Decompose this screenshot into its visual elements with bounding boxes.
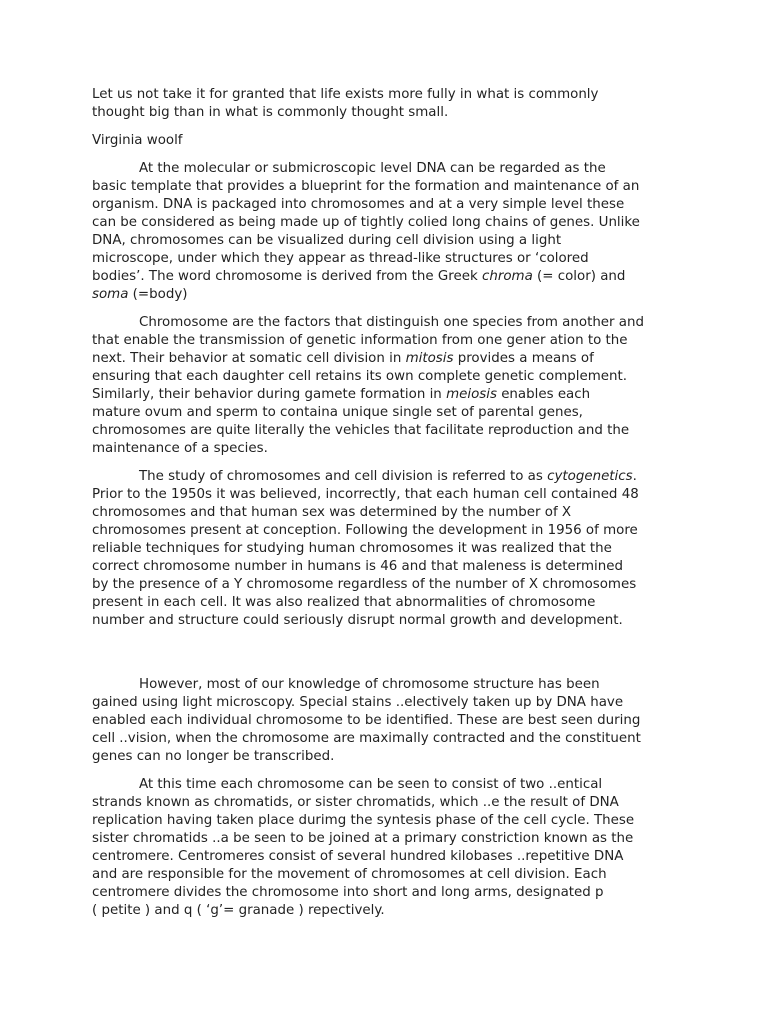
text-line: gained using light microscopy. Special stains ..electively taken up by DNA have — [92, 695, 624, 710]
quote-author: Virginia woolf — [92, 133, 183, 148]
text-line: However, most of our knowledge of chromosome structure has been — [139, 677, 600, 692]
text-line: strands known as chromatids, or sister chromatids, which ..e the result of DNA — [92, 795, 619, 810]
term-mitosis: mitosis — [405, 351, 454, 366]
text-line: At this time each chromosome can be seen to consist of two ..entical — [139, 777, 603, 792]
text-line: enabled each individual chromosome to be identified. These are best seen during — [92, 713, 641, 728]
text-line: correct chromosome number in humans is 46 and that maleness is determined — [92, 559, 623, 574]
text-line: organism. DNA is packaged into chromosomes and at a very simple level these — [92, 197, 625, 212]
text-line: The study of chromosomes and cell division is referred to as cytogenetics. — [139, 469, 637, 484]
term-meiosis: meiosis — [446, 387, 497, 402]
document-page — [92, 86, 692, 920]
paragraph-1 — [92, 160, 692, 304]
text-line: soma (=body) — [92, 287, 188, 302]
text-line: mature ovum and sperm to containa unique single set of parental genes, — [92, 405, 583, 420]
term-chroma: chroma — [482, 269, 533, 284]
term-soma: soma — [92, 287, 129, 302]
text-line: sister chromatids ..a be seen to be joined at a primary constriction known as the — [92, 831, 634, 846]
text-line: next. Their behavior at somatic cell division in mitosis provides a means of — [92, 351, 594, 366]
text-line: microscope, under which they appear as thread-like structures or ‘colored — [92, 251, 589, 266]
text-line: centromere divides the chromosome into short and long arms, designated p — [92, 885, 604, 900]
text-line: ( petite ) and q ( ‘g’= granade ) repectively. — [92, 903, 385, 918]
paragraph-4 — [92, 676, 692, 766]
term-cytogenetics: cytogenetics — [547, 469, 633, 484]
paragraph-5 — [92, 776, 692, 920]
text-line: reliable techniques for studying human chromosomes it was realized that the — [92, 541, 612, 556]
text-line: present in each cell. It was also realized that abnormalities of chromosome — [92, 595, 596, 610]
text-line: chromosomes present at conception. Following the development in 1956 of more — [92, 523, 638, 538]
text-line: DNA, chromosomes can be visualized during cell division using a light — [92, 233, 562, 248]
text-line: thought big than in what is commonly thought small. — [92, 105, 449, 120]
text-line: maintenance of a species. — [92, 441, 268, 456]
text-line: Let us not take it for granted that life exists more fully in what is commonly — [92, 87, 599, 102]
text-line: Similarly, their behavior during gamete formation in meiosis enables each — [92, 387, 591, 402]
paragraph-2 — [92, 314, 692, 458]
text-line: bodies’. The word chromosome is derived from the Greek chroma (= color) and — [92, 269, 626, 284]
text-line: centromere. Centromeres consist of several hundred kilobases ..repetitive DNA — [92, 849, 624, 864]
text-line: genes can no longer be transcribed. — [92, 749, 335, 764]
text-line: At the molecular or submicroscopic level DNA can be regarded as the — [139, 161, 606, 176]
text-line: by the presence of a Y chromosome regardless of the number of X chromosomes — [92, 577, 637, 592]
text-line: ensuring that each daughter cell retains its own complete genetic complement. — [92, 369, 628, 384]
text-line: chromosomes are quite literally the vehicles that facilitate reproduction and the — [92, 423, 630, 438]
paragraph-3 — [92, 468, 692, 630]
text-line: number and structure could seriously disrupt normal growth and development. — [92, 613, 623, 628]
text-line: Chromosome are the factors that distinguish one species from another and — [139, 315, 644, 330]
text-line: chromosomes and that human sex was determined by the number of X — [92, 505, 572, 520]
text-line: Prior to the 1950s it was believed, incorrectly, that each human cell contained 48 — [92, 487, 639, 502]
text-line: replication having taken place durimg the syntesis phase of the cell cycle. These — [92, 813, 635, 828]
text-line: that enable the transmission of genetic information from one gener ation to the — [92, 333, 628, 348]
text-line: can be considered as being made up of tightly colied long chains of genes. Unlike — [92, 215, 640, 230]
text-line: and are responsible for the movement of chromosomes at cell division. Each — [92, 867, 607, 882]
text-line: cell ..vision, when the chromosome are maximally contracted and the constituent — [92, 731, 641, 746]
epigraph-quote — [92, 86, 692, 122]
text-line: basic template that provides a blueprint for the formation and maintenance of an — [92, 179, 640, 194]
